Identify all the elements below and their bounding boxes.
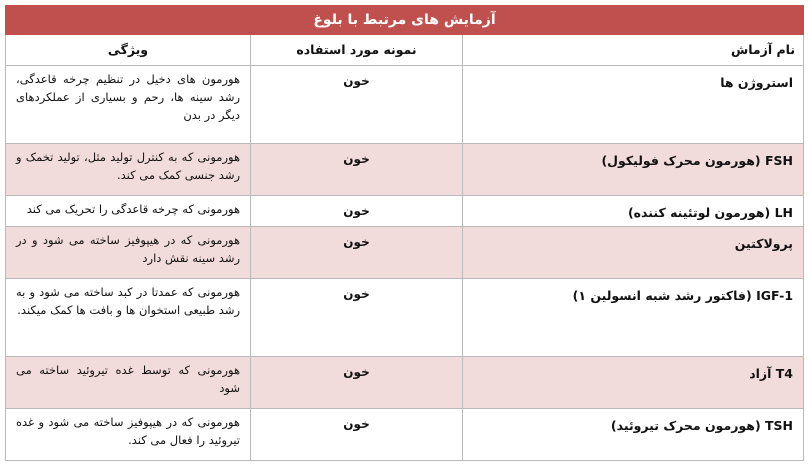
sample-type-cell: خون [251, 279, 463, 357]
feature-cell: هورمون های دخیل در تنظیم چرخه قاعدگی، رشد سینه ها، رحم و بسیاری از عملکردهای دیگر در بدن [6, 66, 251, 144]
puberty-tests-table-container [5, 5, 803, 461]
sample-type-cell: خون [251, 144, 463, 196]
header-sample-type: نمونه مورد استفاده [251, 35, 463, 66]
table-header-row [6, 35, 804, 66]
feature-cell: هورمونی که در هیپوفیز ساخته می شود و غده تیروئید را فعال می کند. [6, 409, 251, 461]
table-row [6, 279, 804, 357]
sample-type-cell: خون [251, 357, 463, 409]
table-row [6, 357, 804, 409]
test-name-cell: T4 آزاد [463, 357, 804, 409]
header-test-name: نام آزماش [463, 35, 804, 66]
test-name-cell: TSH (هورمون محرک تیروئید) [463, 409, 804, 461]
sample-type-cell: خون [251, 196, 463, 227]
sample-type-cell: خون [251, 66, 463, 144]
feature-cell: هورمونی که عمدتا در کبد ساخته می شود و به رشد طبیعی استخوان ها و بافت ها کمک میکند. [6, 279, 251, 357]
test-name-cell: IGF-1 (فاکتور رشد شبه انسولین ۱) [463, 279, 804, 357]
table-row [6, 66, 804, 144]
feature-cell: هورمونی که در هیپوفیز ساخته می شود و در رشد سینه نقش دارد [6, 227, 251, 279]
feature-cell: هورمونی که چرخه قاعدگی را تحریک می کند [6, 196, 251, 227]
table-row [6, 227, 804, 279]
table-title: آزمایش های مرتبط با بلوغ [6, 6, 804, 35]
puberty-tests-table [5, 5, 804, 461]
test-name-cell: FSH (هورمون محرک فولیکول) [463, 144, 804, 196]
test-name-cell: LH (هورمون لوتئینه کننده) [463, 196, 804, 227]
feature-cell: هورمونی که توسط غده تیروئید ساخته می شود [6, 357, 251, 409]
table-row [6, 409, 804, 461]
sample-type-cell: خون [251, 227, 463, 279]
feature-cell: هورمونی که به کنترل تولید مثل، تولید تخمک و رشد جنسی کمک می کند. [6, 144, 251, 196]
header-feature: ویژگی [6, 35, 251, 66]
test-name-cell: استروژن ها [463, 66, 804, 144]
table-row [6, 196, 804, 227]
sample-type-cell: خون [251, 409, 463, 461]
test-name-cell: پرولاکتین [463, 227, 804, 279]
table-row [6, 144, 804, 196]
